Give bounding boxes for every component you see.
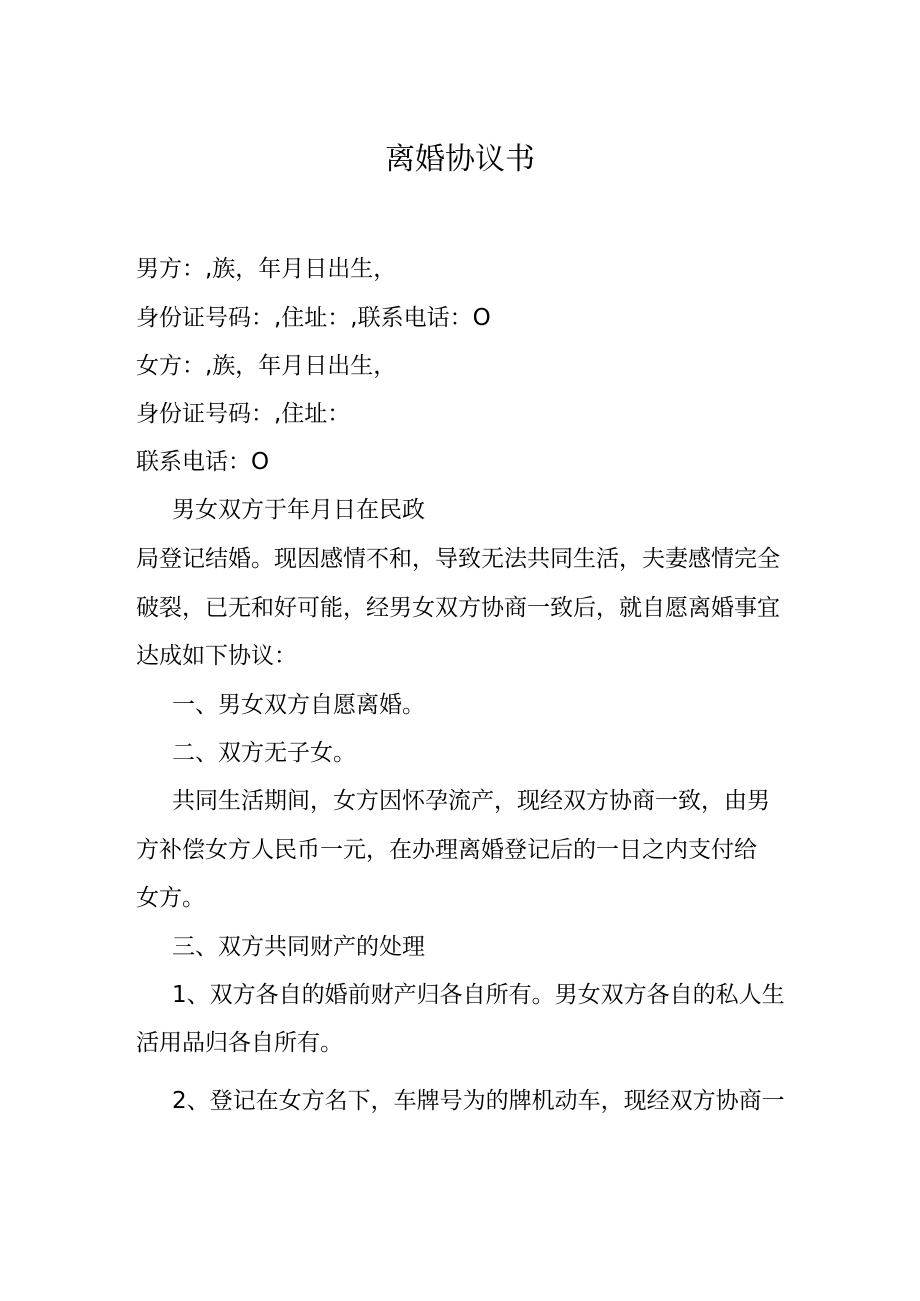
text-line-property-2: 2、登记在女方名下，车牌号为的牌机动车，现经双方协商一 (172, 1088, 785, 1114)
document-title: 离婚协议书 (385, 142, 535, 177)
text-line-man-id-address: 身份证号码：,住址：,联系电话：O (136, 305, 491, 331)
text-line-compensation-1: 共同生活期间，女方因怀孕流产，现经双方协商一致，由男 (172, 788, 770, 814)
text-line-marriage-registration: 男女双方于年月日在民政 (172, 497, 425, 523)
text-line-compensation-2: 方补偿女方人民币一元，在办理离婚登记后的一日之内支付给 (136, 837, 757, 863)
text-line-reason-1: 局登记结婚。现因感情不和，导致无法共同生活，夫妻感情完全 (136, 546, 780, 572)
text-line-woman-id-address: 身份证号码：,住址： (136, 401, 351, 427)
text-line-woman-info: 女方：,族，年月日出生， (136, 353, 397, 379)
text-line-clause-2: 二、双方无子女。 (172, 740, 356, 766)
text-line-clause-3: 三、双方共同财产的处理 (172, 934, 425, 960)
text-line-compensation-3: 女方。 (136, 885, 205, 911)
text-line-reason-3: 达成如下协议： (136, 643, 297, 669)
text-line-property-1b: 活用品归各自所有。 (136, 1030, 343, 1056)
text-line-man-info: 男方：,族，年月日出生， (136, 256, 397, 282)
text-line-property-1a: 1、双方各自的婚前财产归各自所有。男女双方各自的私人生 (172, 982, 785, 1008)
text-line-woman-phone: 联系电话：O (136, 449, 270, 475)
text-line-reason-2: 破裂，已无和好可能，经男女双方协商一致后，就自愿离婚事宜 (136, 595, 780, 621)
text-line-clause-1: 一、男女双方自愿离婚。 (172, 692, 425, 718)
